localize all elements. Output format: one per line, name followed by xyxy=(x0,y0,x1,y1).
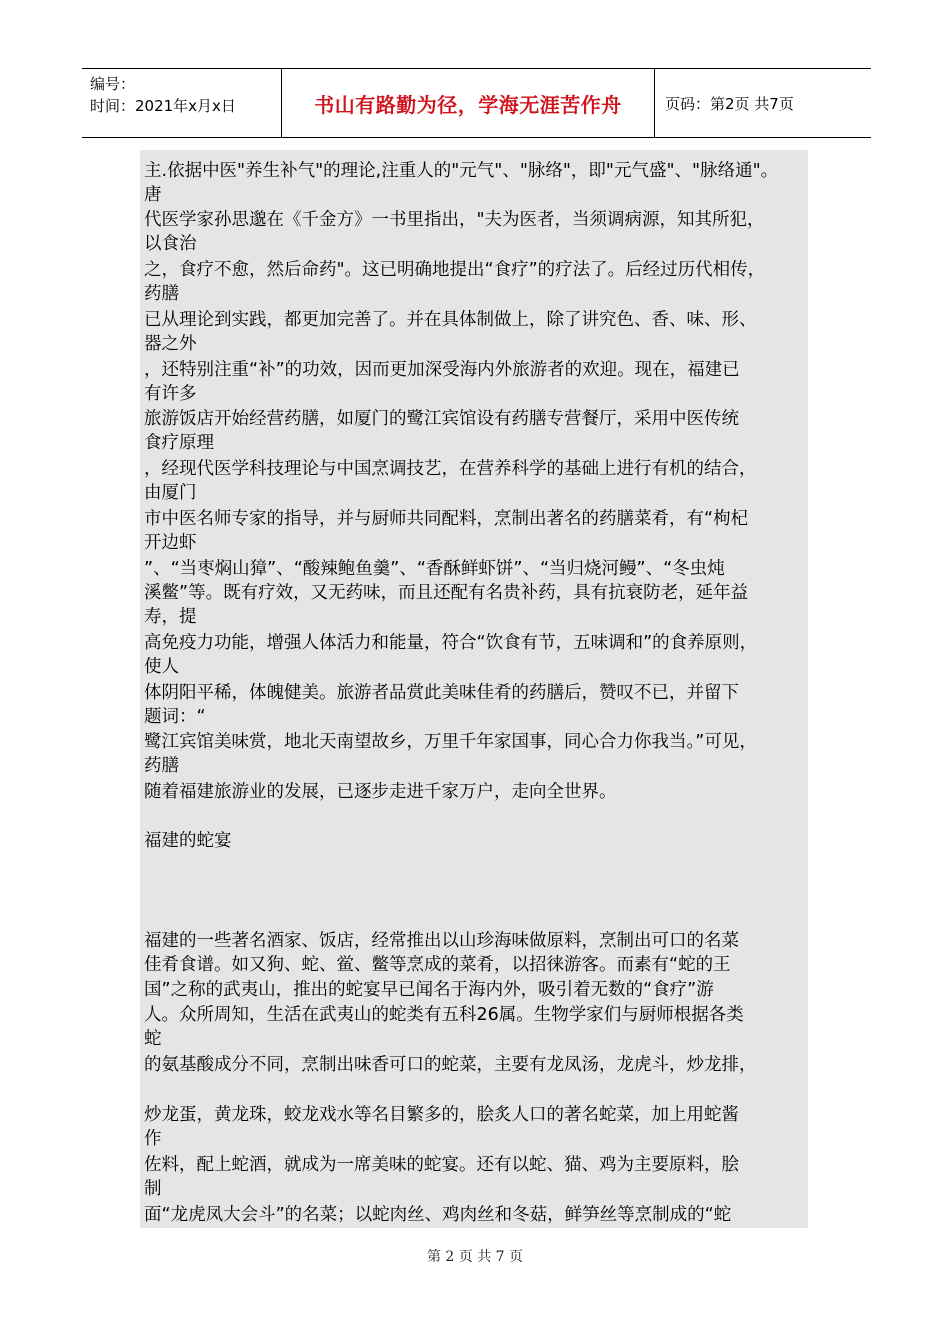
body-line: 作 xyxy=(144,1129,162,1149)
body-line: 的氨基酸成分不同，烹制出味香可口的蛇菜，主要有龙凤汤，龙虎斗，炒龙排， xyxy=(144,1055,757,1075)
page-footer: 第 2 页 共 7 页 xyxy=(426,1249,524,1265)
body-line: 佐料，配上蛇酒，就成为一席美味的蛇宴。还有以蛇、猫、鸡为主要原料，脍 xyxy=(144,1155,739,1175)
body-line: 面“龙虎凤大会斗”的名菜；以蛇肉丝、鸡肉丝和冬菇，鲜笋丝等烹制成的“蛇 xyxy=(144,1205,732,1225)
body-line: 以食治 xyxy=(144,234,197,254)
body-line: 已从理论到实践，都更加完善了。并在具体制做上，除了讲究色、香、味、形、 xyxy=(144,310,757,330)
section-heading: 福建的蛇宴 xyxy=(144,831,232,851)
body-line: 有许多 xyxy=(144,384,197,404)
body-line: 题词：“ xyxy=(144,707,206,727)
body-line: 蛇 xyxy=(144,1029,162,1049)
body-line: 国”之称的武夷山，推出的蛇宴早已闻名于海内外，吸引着无数的“食疗”游 xyxy=(144,980,714,1000)
body-line: ，还特别注重“补”的功效，因而更加深受海内外旅游者的欢迎。现在，福建已 xyxy=(144,360,740,380)
body-line: 药膳 xyxy=(144,756,179,776)
body-line: 开边虾 xyxy=(144,533,197,553)
body-line: 鹭江宾馆美味赏，地北天南望故乡，万里千年家国事，同心合力你我当。”可见， xyxy=(144,732,757,752)
header-slogan: 书山有路勤为径，学海无涯苦作舟 xyxy=(282,69,655,137)
body-line: 主.依据中医"养生补气"的理论,注重人的"元气"、"脉络"，即"元气盛"、"脉络通"。 xyxy=(144,161,779,181)
document-body xyxy=(140,150,808,1228)
body-line: 随着福建旅游业的发展，已逐步走进千家万户，走向全世界。 xyxy=(144,782,617,802)
header-time-label: 时间：2021年x月x日 xyxy=(90,97,236,115)
body-line: 寿，提 xyxy=(144,607,197,627)
body-line: 食疗原理 xyxy=(144,433,214,453)
body-line: 溪鳖”等。既有疗效，又无药味，而且还配有名贵补药，具有抗衰防老，延年益 xyxy=(144,583,749,603)
body-line: 之，食疗不愈，然后命药"。这已明确地提出“食疗”的疗法了。后经过历代相传， xyxy=(144,260,766,280)
body-line: 代医学家孙思邈在《千金方》一书里指出，"夫为医者，当须调病源，知其所犯， xyxy=(144,210,765,230)
page-header xyxy=(82,68,871,138)
body-line: ”、“当枣焖山獐”、“酸辣鲍鱼羹”、“香酥鲜虾饼”、“当归烧河鳗”、“冬虫炖 xyxy=(144,559,725,579)
body-line: ，经现代医学科技理论与中国烹调技艺，在营养科学的基础上进行有机的结合， xyxy=(144,459,757,479)
body-line: 炒龙蛋，黄龙珠，蛟龙戏水等名目繁多的，脍炙人口的著名蛇菜，加上用蛇酱 xyxy=(144,1105,739,1125)
body-line: 使人 xyxy=(144,657,179,677)
header-page-info: 页码：第2页 共7页 xyxy=(665,94,794,113)
body-line: 唐 xyxy=(144,185,162,205)
body-line: 旅游饭店开始经营药膳，如厦门的鹭江宾馆设有药膳专营餐厅，采用中医传统 xyxy=(144,409,739,429)
body-line: 佳肴食谱。如又狗、蛇、鲎、鳖等烹成的菜肴，以招徕游客。而素有“蛇的王 xyxy=(144,955,731,975)
body-line: 制 xyxy=(144,1179,162,1199)
body-line: 由厦门 xyxy=(144,483,197,503)
body-line: 器之外 xyxy=(144,334,197,354)
body-line: 高免疫力功能，增强人体活力和能量，符合“饮食有节，五味调和”的食养原则， xyxy=(144,633,758,653)
header-meta-cell xyxy=(82,69,282,137)
body-line: 福建的一些著名酒家、饭店，经常推出以山珍海味做原料，烹制出可口的名菜 xyxy=(144,931,739,951)
header-number-label: 编号： xyxy=(90,75,136,93)
body-line: 市中医名师专家的指导，并与厨师共同配料，烹制出著名的药膳菜肴，有“枸杞 xyxy=(144,509,749,529)
body-line: 体阴阳平稀，体魄健美。旅游者品赏此美味佳肴的药膳后，赞叹不已，并留下 xyxy=(144,683,739,703)
body-line: 药膳 xyxy=(144,284,179,304)
body-line: 人。众所周知，生活在武夷山的蛇类有五科26属。生物学家们与厨师根据各类 xyxy=(144,1005,744,1025)
